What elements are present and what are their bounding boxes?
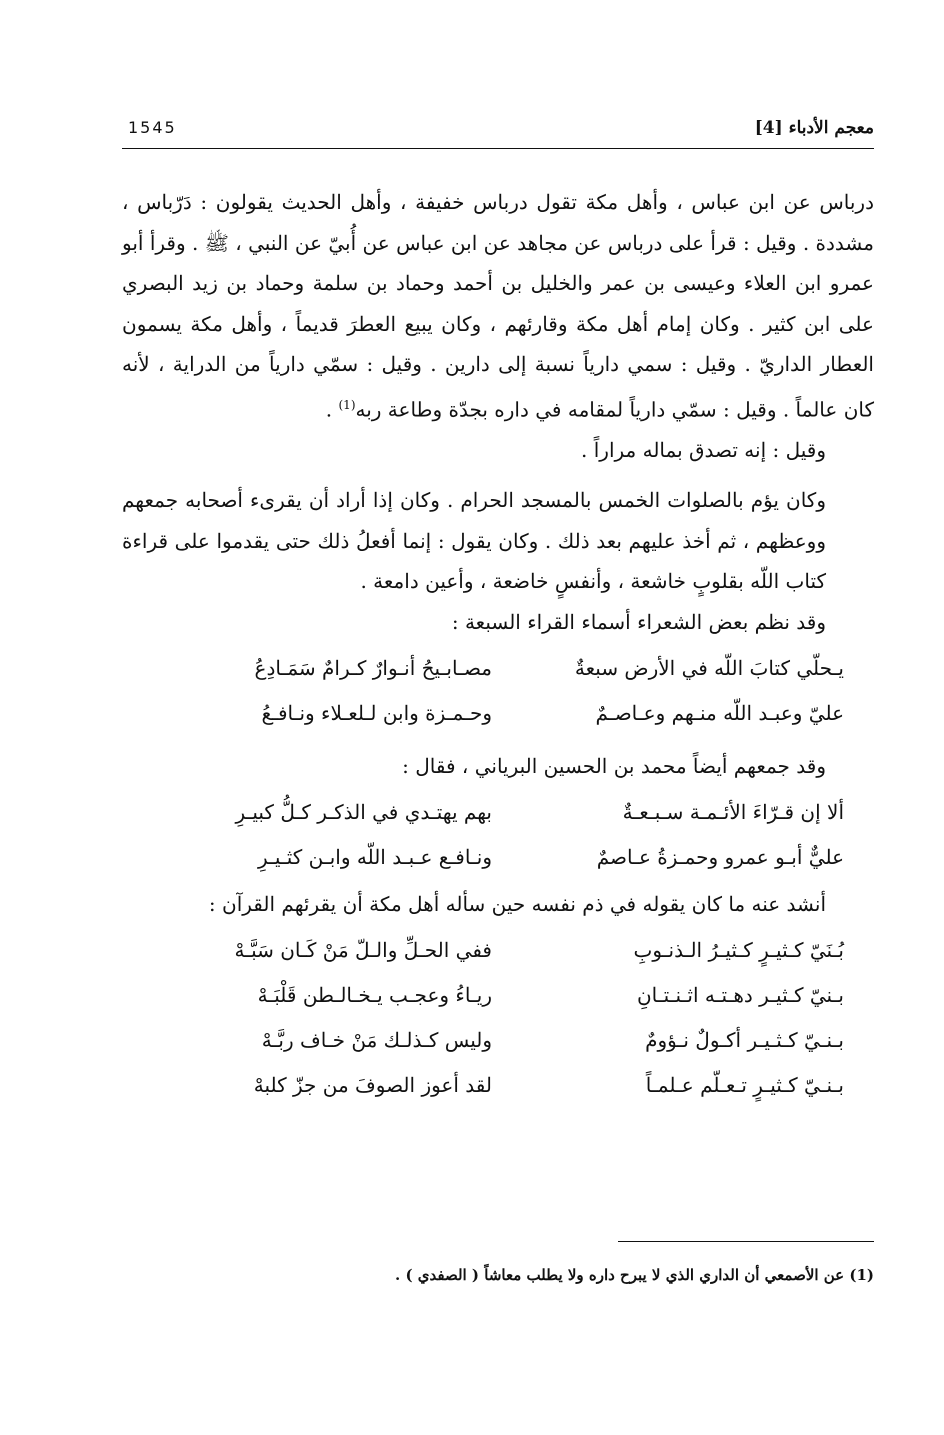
verse-line [122,1018,874,1063]
running-title: معجم الأدباء [4] [754,118,874,138]
poem-1-intro: وقد نظم بعض الشعراء أسماء القراء السبعة : [451,609,826,634]
verse-second-hemistich: ريـاءُ وعجـب يـخـالـطن قَلْبَـهْ [257,982,492,1007]
paragraph-3: وكان يؤم بالصلوات الخمس بالمسجد الحرام . وكان إذا أراد أن يقرىء أصحابه جمعهم ووعظهم ، ثم أخذ عليهم بعد ذلك . وكان يقول : إنما أفعلُ ذلك حتى يقدموا على قراءة كتاب اللّه بقلوبٍ خاشعة ، وأنفسٍ خاضعة ، وأعين دامعة . [122,488,826,594]
verse-line [122,790,874,835]
verse-second-hemistich: وليس كـذلـك مَنْ خـاف ربَّـهْ [261,1027,492,1052]
verse-second-hemistich: بهم يهتـدي في الذكـر كـلُّ كبيـرِ [235,799,492,824]
page-header [122,118,874,149]
verse-first-hemistich: بـنـيّ كـثـيـر أكـولٌ نـؤومٌ [645,1027,844,1052]
poem-1 [122,646,874,736]
poem-3 [122,928,874,1108]
verse-first-hemistich: ألا إن قـرّاءَ الأئـمـة سـبـعـةٌ [622,799,844,824]
paragraph-1 [122,182,874,430]
paragraph-1-text: درباس عن ابن عباس ، وأهل مكة تقول درباس خفيفة ، وأهل الحديث يقولون : دَرّباس ، مشددة . وقيل : قرأ على درباس عن مجاهد عن ابن عباس عن أُبيّ عن النبي ، ﷺ . وقرأ أبو عمرو ابن العلاء وعيسى بن عمر والخليل بن أحمد وحماد بن سلمة وحماد بن زيد البصري على ابن كثير . وكان إمام أهل مكة وقارئهم ، وكان يبيع العطرَ قديماً ، وأهل مكة يسمون العطار الداريّ . وقيل : سمي دارياً نسبة إلى دارين . وقيل : سمّي دارياً من الدراية ، لأنه كان عالماً . وقيل : سمّي دارياً لمقامه في داره بجدّة وطاعة ربه [122,190,874,422]
paragraph-2: وقيل : إنه تصدق بماله مراراً . [581,437,826,462]
verse-first-hemistich: بـنيّ كـثيـر دهـتـه اثـنـتـانِ [636,982,844,1007]
verse-first-hemistich: عليٌّ أبـو عمرو وحمـزةُ عـاصمٌ [596,844,844,869]
poem-2-intro: وقد جمعهم أيضاً محمد بن الحسين البرياني ، فقال : [402,753,826,778]
page-number: 1545 [128,118,177,137]
body-text [122,182,874,1112]
footnote-divider [618,1241,874,1242]
verse-second-hemistich: مصـابـيحُ أنـوارٌ كـرامٌ سَمَـادِعُ [254,655,492,680]
verse-first-hemistich: بـنـيّ كـثيـرٍ تـعـلّم عـلمـاً [645,1072,844,1097]
verse-second-hemistich: وحـمـزة وابن لـلعـلاء ونـافـعُ [261,700,492,725]
verse-first-hemistich: يـحلّي كتابَ اللّه في الأرض سبعةٌ [574,655,844,680]
verse-second-hemistich: ففي الحـلِّ والـلّ مَنْ كَـان سَبَّـهْ [234,937,492,962]
verse-first-hemistich: بُـنَيّ كـثيـرٍ كـثيـرُ الـذنـوبِ [633,937,844,962]
verse-line [122,1063,874,1108]
verse-second-hemistich: ونـافـع عـبـد اللّه وابـن كثـيـرِ [257,844,492,869]
poem-2 [122,790,874,880]
verse-line [122,646,874,691]
verse-line [122,973,874,1018]
verse-first-hemistich: عليّ وعبـد اللّه منـهم وعـاصـمٌ [595,700,844,725]
footnote-marker: (1) [338,397,356,412]
verse-line [122,835,874,880]
verse-second-hemistich: لقد أعوز الصوفَ من جزّ كلبهْ [253,1072,492,1097]
poem-3-intro: أنشد عنه ما كان يقوله في ذم نفسه حين سأله أهل مكة أن يقرئهم القرآن : [208,891,826,916]
paragraph-1-end: . [325,397,339,422]
footnote: (1) عن الأصمعي أن الداري الذي لا يبرح داره ولا يطلب معاشاً ( الصفدي ) . [395,1266,874,1284]
verse-line [122,928,874,973]
verse-line [122,691,874,736]
